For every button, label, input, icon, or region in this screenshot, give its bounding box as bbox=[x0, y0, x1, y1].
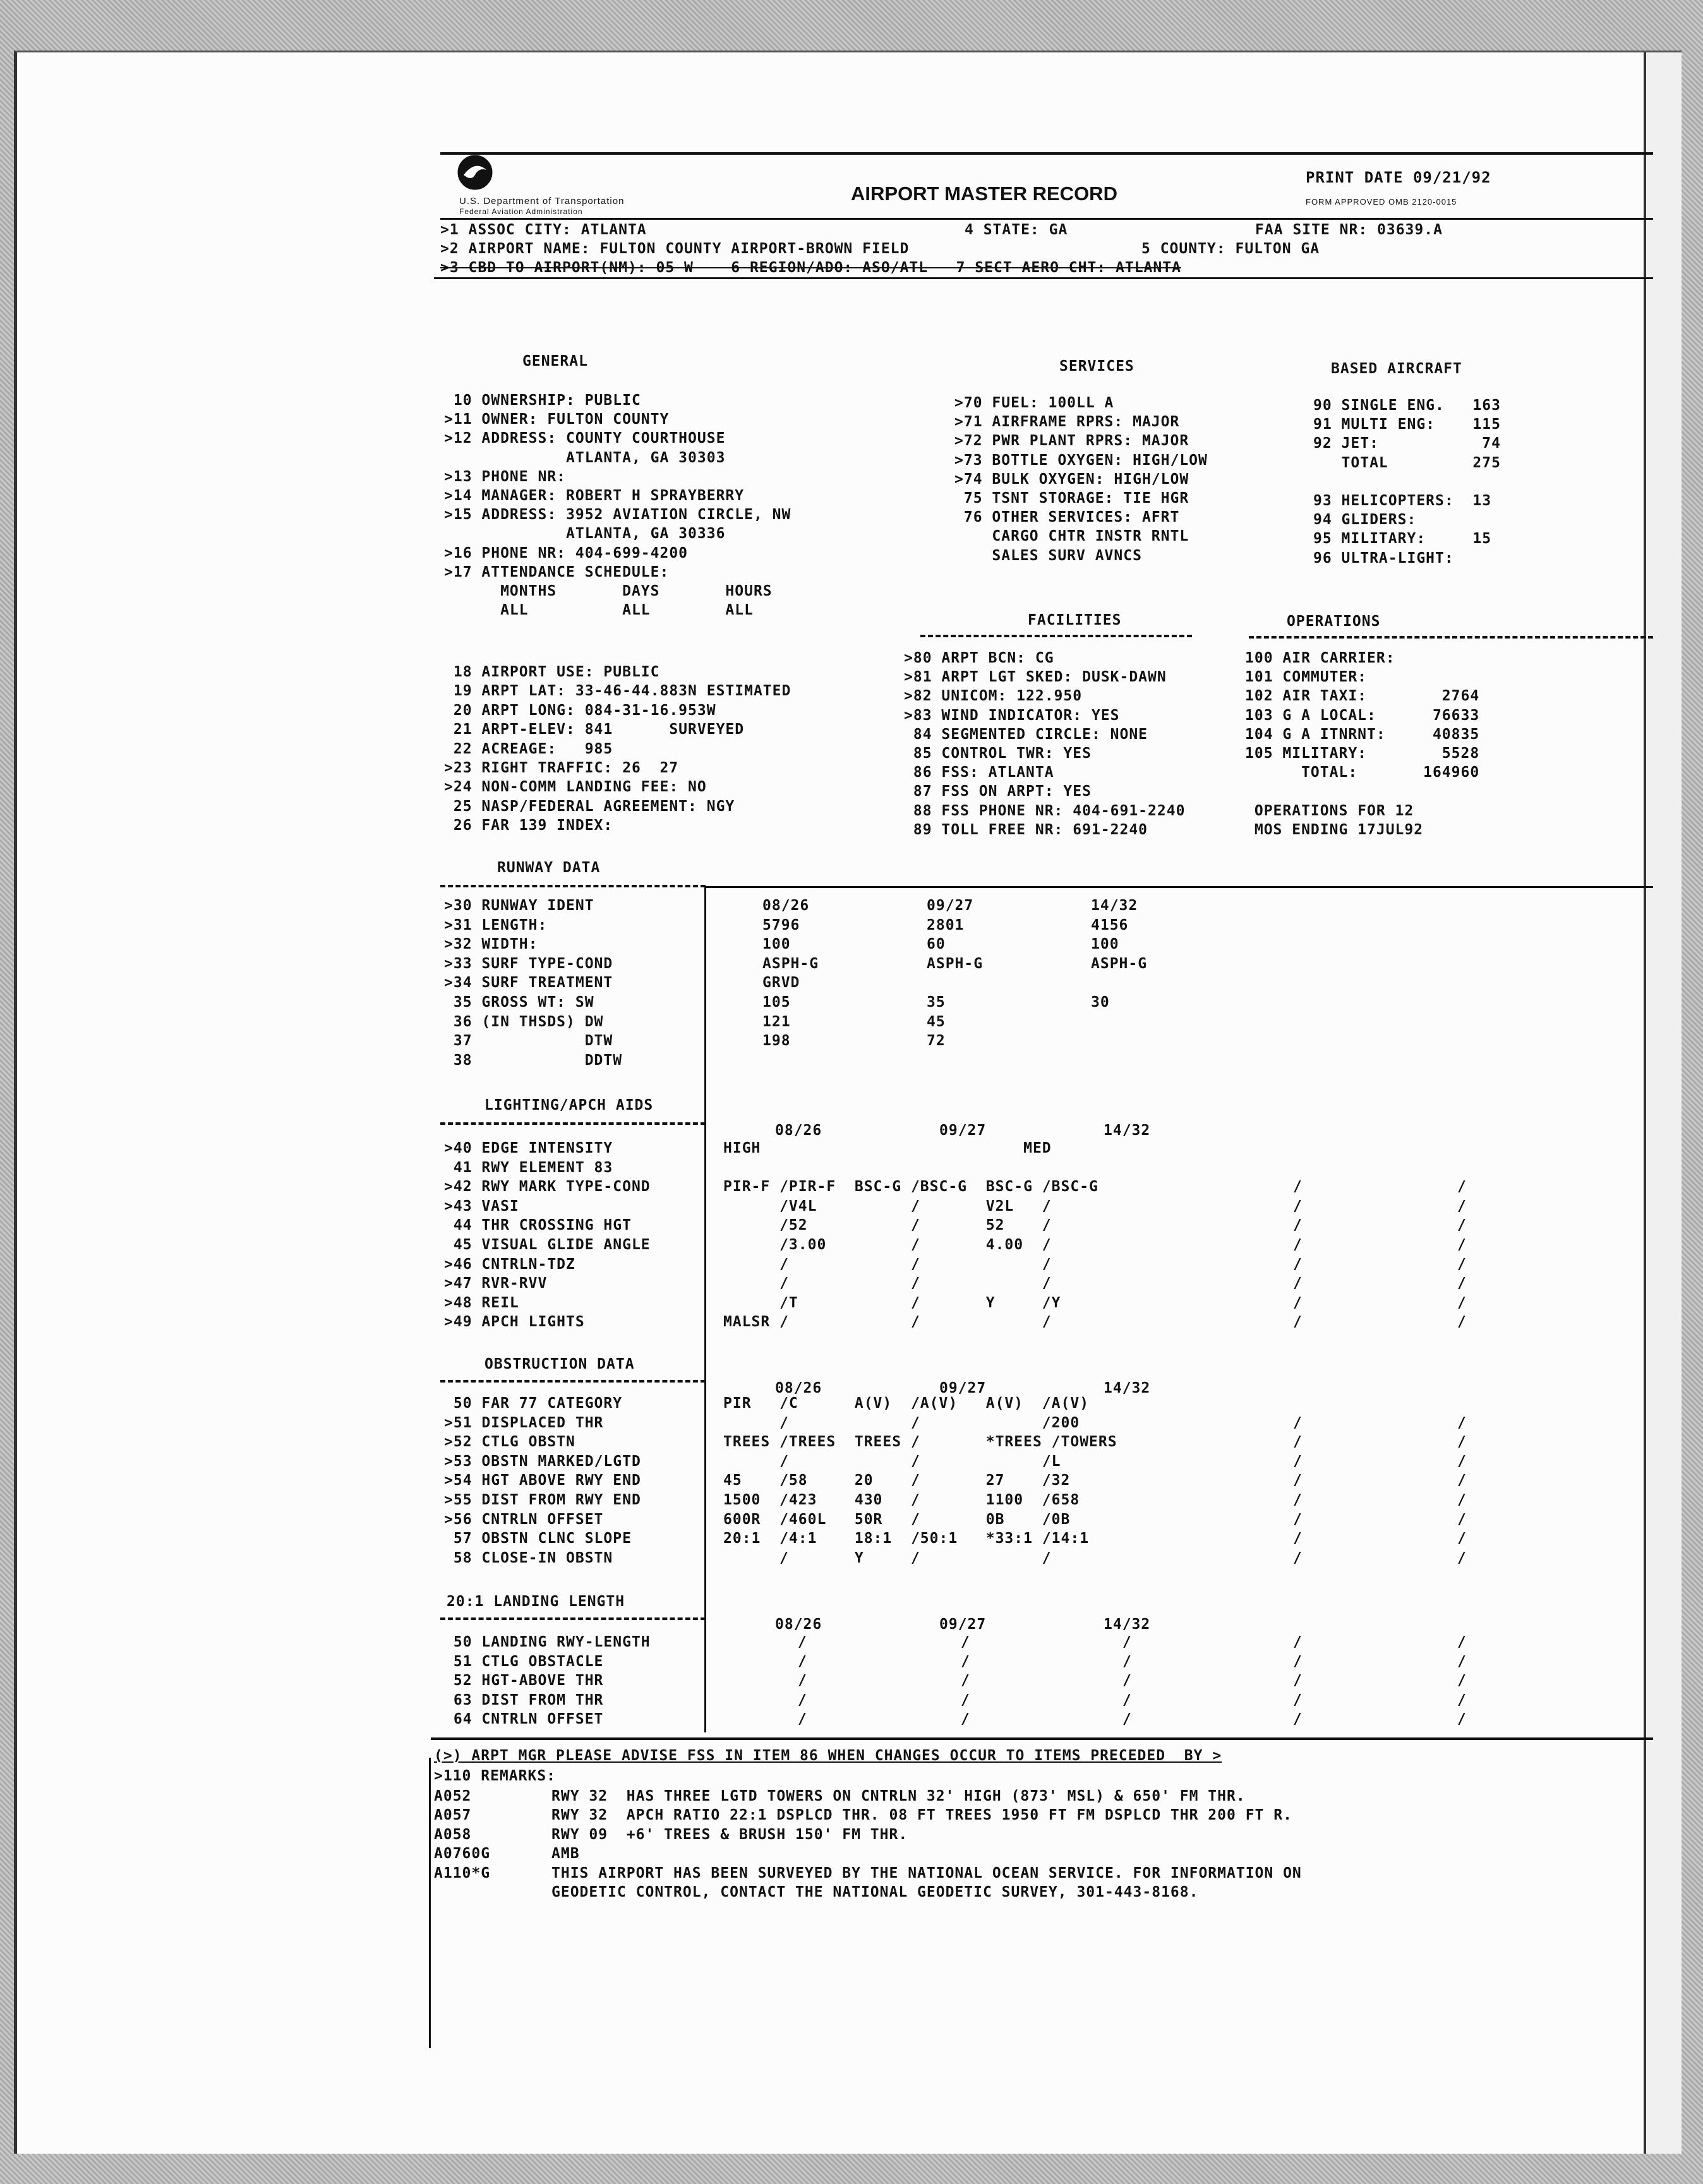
runway-label: >33 SURF TYPE-COND bbox=[444, 955, 613, 972]
lighting-label: >40 EDGE INTENSITY bbox=[444, 1140, 613, 1156]
remark-text: RWY 32 APCH RATIO 22:1 DSPLCD THR. 08 FT TREES 1950 FT FM DSPLCD THR 200 FT R. bbox=[551, 1807, 1292, 1824]
slash-mark: / bbox=[1122, 1634, 1132, 1650]
obstruction-row: / Y / / bbox=[723, 1549, 1052, 1566]
slash-mark: / bbox=[1293, 1691, 1303, 1708]
slash-mark: / bbox=[798, 1653, 807, 1670]
lighting-label: >49 APCH LIGHTS bbox=[444, 1314, 585, 1331]
runway-col-3: ASPH-G bbox=[1091, 955, 1148, 972]
general-line: 18 AIRPORT USE: PUBLIC bbox=[444, 664, 660, 680]
remark-code: A052 bbox=[434, 1788, 472, 1804]
operations-line: TOTAL: 164960 bbox=[1245, 764, 1480, 781]
landing-label: 51 CTLG OBSTACLE bbox=[444, 1653, 604, 1670]
slash-mark: / bbox=[1293, 1511, 1303, 1528]
general-line: >14 MANAGER: ROBERT H SPRAYBERRY bbox=[444, 488, 745, 504]
obstruction-label: >54 HGT ABOVE RWY END bbox=[444, 1472, 641, 1489]
slash-mark: / bbox=[1457, 1672, 1467, 1689]
slash-mark: / bbox=[1457, 1711, 1467, 1728]
slash-mark: / bbox=[1457, 1634, 1467, 1650]
lighting-row: /T / Y /Y bbox=[723, 1294, 1061, 1311]
runway-col-1: 105 bbox=[762, 994, 791, 1011]
runway-header: 08/26 bbox=[775, 1616, 822, 1633]
runway-col-3: 14/32 bbox=[1091, 897, 1138, 914]
slash-mark: / bbox=[1457, 1472, 1467, 1489]
slash-mark: / bbox=[961, 1634, 970, 1650]
obstruction-dash bbox=[440, 1380, 706, 1383]
general-line: 26 FAR 139 INDEX: bbox=[444, 817, 613, 834]
general-heading: GENERAL bbox=[522, 353, 588, 369]
general-line: 20 ARPT LONG: 084-31-16.953W bbox=[444, 702, 716, 719]
obstruction-label: 57 OBSTN CLNC SLOPE bbox=[444, 1530, 632, 1547]
runway-header: 14/32 bbox=[1104, 1616, 1151, 1633]
slash-mark: / bbox=[1293, 1453, 1303, 1470]
services-line: 75 TSNT STORAGE: TIE HGR bbox=[954, 490, 1189, 507]
runway-col-2: 09/27 bbox=[927, 897, 974, 914]
services-line: >71 AIRFRAME RPRS: MAJOR bbox=[954, 414, 1180, 431]
runway-header: 08/26 bbox=[775, 1122, 822, 1139]
runway-dash bbox=[440, 885, 706, 887]
runway-col-2: 60 bbox=[927, 936, 946, 953]
slash-mark: / bbox=[1293, 1492, 1303, 1508]
slash-mark: / bbox=[961, 1711, 970, 1728]
based-aircraft-heading: BASED AIRCRAFT bbox=[1331, 361, 1462, 377]
runway-col-1: 5796 bbox=[762, 916, 800, 933]
slash-mark: / bbox=[1293, 1294, 1303, 1311]
remark-text: THIS AIRPORT HAS BEEN SURVEYED BY THE NATIONAL OCEAN SERVICE. FOR INFORMATION ON bbox=[551, 1864, 1302, 1881]
general-line: 21 ARPT-ELEV: 841 SURVEYED bbox=[444, 721, 745, 738]
services-line: SALES SURV AVNCS bbox=[954, 547, 1142, 564]
slash-mark: / bbox=[1457, 1492, 1467, 1508]
footer-top-rule bbox=[431, 1737, 1653, 1740]
lighting-row: PIR-F /PIR-F BSC-G /BSC-G BSC-G /BSC-G bbox=[723, 1179, 1098, 1196]
slash-mark: / bbox=[961, 1672, 970, 1689]
remark-text: GEODETIC CONTROL, CONTACT THE NATIONAL GEODETIC SURVEY, 301-443-8168. bbox=[551, 1884, 1199, 1900]
runway-data-heading: RUNWAY DATA bbox=[497, 860, 601, 876]
remarks-label: >110 REMARKS: bbox=[434, 1768, 557, 1784]
facilities-line: 88 FSS PHONE NR: 404-691-2240 bbox=[904, 802, 1186, 819]
facilities-line: 85 CONTROL TWR: YES bbox=[904, 745, 1092, 762]
advise-line: (>) ARPT MGR PLEASE ADVISE FSS IN ITEM 86 WHEN CHANGES OCCUR TO ITEMS PRECEDED BY > bbox=[434, 1748, 1222, 1764]
faa-site-line: FAA SITE NR: 03639.A bbox=[1255, 222, 1443, 238]
slash-mark: / bbox=[1293, 1217, 1303, 1234]
services-line: >72 PWR PLANT RPRS: MAJOR bbox=[954, 433, 1189, 450]
based-aircraft-line: 95 MILITARY: 15 bbox=[1313, 531, 1492, 548]
operations-line: MOS ENDING 17JUL92 bbox=[1245, 821, 1424, 838]
remark-text: AMB bbox=[551, 1845, 580, 1863]
county-line: 5 COUNTY: FULTON GA bbox=[1141, 241, 1320, 257]
services-line: >74 BULK OXYGEN: HIGH/LOW bbox=[954, 471, 1189, 488]
runway-label: >34 SURF TREATMENT bbox=[444, 975, 613, 992]
top-lines-rule bbox=[434, 277, 1653, 279]
runway-label: >31 LENGTH: bbox=[444, 916, 548, 933]
facilities-line: >82 UNICOM: 122.950 bbox=[904, 688, 1083, 705]
based-aircraft-line: 91 MULTI ENG: 115 bbox=[1313, 416, 1501, 433]
based-aircraft-line: 93 HELICOPTERS: 13 bbox=[1313, 493, 1492, 509]
slash-mark: / bbox=[1293, 1275, 1303, 1292]
services-line: 76 OTHER SERVICES: AFRT bbox=[954, 509, 1180, 526]
runway-col-1: 100 bbox=[762, 936, 791, 953]
landing-label: 52 HGT-ABOVE THR bbox=[444, 1672, 604, 1689]
operations-line: 101 COMMUTER: bbox=[1245, 669, 1368, 686]
slash-mark: / bbox=[1293, 1711, 1303, 1728]
slash-mark: / bbox=[1293, 1634, 1303, 1650]
operations-line: 104 G A ITNRNT: 40835 bbox=[1245, 726, 1480, 743]
runway-label: 37 DTW bbox=[444, 1033, 613, 1050]
slash-mark: / bbox=[1293, 1414, 1303, 1431]
remark-code: A058 bbox=[434, 1826, 472, 1843]
landing-label: 64 CNTRLN OFFSET bbox=[444, 1711, 604, 1728]
lighting-label: >46 CNTRLN-TDZ bbox=[444, 1256, 575, 1273]
slash-mark: / bbox=[1457, 1653, 1467, 1670]
slash-mark: / bbox=[1293, 1549, 1303, 1566]
obstruction-row: / / /200 bbox=[723, 1414, 1080, 1431]
slash-mark: / bbox=[1457, 1179, 1467, 1196]
runway-header: 14/32 bbox=[1104, 1380, 1151, 1396]
slash-mark: / bbox=[798, 1691, 807, 1708]
runway-col-3: 30 bbox=[1091, 994, 1110, 1011]
general-line: 25 NASP/FEDERAL AGREEMENT: NGY bbox=[444, 798, 735, 815]
general-line: >11 OWNER: FULTON COUNTY bbox=[444, 411, 670, 428]
runway-label: >32 WIDTH: bbox=[444, 936, 538, 953]
general-line: >12 ADDRESS: COUNTY COURTHOUSE bbox=[444, 430, 726, 447]
lighting-row: / / / bbox=[723, 1275, 1052, 1292]
slash-mark: / bbox=[961, 1653, 970, 1670]
general-line: ATLANTA, GA 30303 bbox=[444, 449, 726, 466]
slash-mark: / bbox=[1122, 1711, 1132, 1728]
slash-mark: / bbox=[1293, 1653, 1303, 1670]
slash-mark: / bbox=[1122, 1653, 1132, 1670]
runway-col-1: 121 bbox=[762, 1013, 791, 1030]
slash-mark: / bbox=[1293, 1197, 1303, 1215]
obstruction-label: 58 CLOSE-IN OBSTN bbox=[444, 1549, 613, 1566]
slash-mark: / bbox=[1457, 1434, 1467, 1451]
facilities-line: 84 SEGMENTED CIRCLE: NONE bbox=[904, 726, 1148, 743]
general-line: >16 PHONE NR: 404-699-4200 bbox=[444, 544, 689, 561]
runway-header: 08/26 bbox=[775, 1380, 822, 1396]
remark-code: A110*G bbox=[434, 1864, 491, 1881]
obstruction-label: >55 DIST FROM RWY END bbox=[444, 1492, 641, 1508]
facilities-heading: FACILITIES bbox=[1028, 612, 1122, 628]
general-line: ALL ALL ALL bbox=[444, 602, 754, 619]
agency-line-2: Federal Aviation Administration bbox=[459, 207, 583, 216]
airport-master-record bbox=[17, 52, 1685, 2156]
slash-mark: / bbox=[1457, 1314, 1467, 1331]
runway-label: 38 DDTW bbox=[444, 1052, 623, 1069]
runway-top-rule bbox=[704, 886, 1653, 888]
slash-mark: / bbox=[1457, 1530, 1467, 1547]
slash-mark: / bbox=[1457, 1549, 1467, 1566]
remark-code: A057 bbox=[434, 1807, 472, 1824]
operations-line: 103 G A LOCAL: 76633 bbox=[1245, 707, 1480, 724]
services-line: >73 BOTTLE OXYGEN: HIGH/LOW bbox=[954, 452, 1208, 469]
obstruction-row: 20:1 /4:1 18:1 /50:1 *33:1 /14:1 bbox=[723, 1530, 1090, 1547]
landing-label: 50 LANDING RWY-LENGTH bbox=[444, 1634, 651, 1650]
slash-mark: / bbox=[1293, 1256, 1303, 1273]
landing-heading: 20:1 LANDING LENGTH bbox=[447, 1593, 625, 1610]
runway-col-3: 100 bbox=[1091, 936, 1119, 953]
lighting-row: HIGH MED bbox=[723, 1140, 1052, 1156]
obstruction-label: 50 FAR 77 CATEGORY bbox=[444, 1395, 623, 1412]
facilities-line: 89 TOLL FREE NR: 691-2240 bbox=[904, 821, 1148, 838]
runway-col-1: 08/26 bbox=[762, 897, 810, 914]
lighting-dash bbox=[440, 1122, 706, 1125]
services-line: >70 FUEL: 100LL A bbox=[954, 395, 1114, 411]
slash-mark: / bbox=[1293, 1530, 1303, 1547]
runway-col-3: 4156 bbox=[1091, 916, 1129, 933]
landing-label: 63 DIST FROM THR bbox=[444, 1691, 604, 1708]
remark-text: RWY 09 +6' TREES & BRUSH 150' FM THR. bbox=[551, 1826, 908, 1843]
lighting-label: 41 RWY ELEMENT 83 bbox=[444, 1159, 613, 1176]
general-line: >23 RIGHT TRAFFIC: 26 27 bbox=[444, 760, 679, 776]
operations-line: 102 AIR TAXI: 2764 bbox=[1245, 688, 1480, 705]
slash-mark: / bbox=[1457, 1217, 1467, 1234]
runway-col-2: 35 bbox=[927, 994, 946, 1011]
services-heading: SERVICES bbox=[1059, 358, 1134, 375]
general-line: >17 ATTENDANCE SCHEDULE: bbox=[444, 563, 670, 580]
header-top-rule bbox=[440, 152, 1653, 155]
cbd-line: >3 CBD TO AIRPORT(NM): 05 W 6 REGION/ADO: ASO/ATL 7 SECT AERO CHT: ATLANTA bbox=[440, 260, 1181, 276]
general-line: >13 PHONE NR: bbox=[444, 468, 567, 485]
runway-col-2: 2801 bbox=[927, 916, 965, 933]
slash-mark: / bbox=[1457, 1237, 1467, 1253]
obstruction-row: TREES /TREES TREES / *TREES /TOWERS bbox=[723, 1434, 1117, 1451]
facilities-line: 87 FSS ON ARPT: YES bbox=[904, 783, 1092, 800]
runway-col-2: ASPH-G bbox=[927, 955, 984, 972]
runway-col-1: 198 bbox=[762, 1033, 791, 1050]
slash-mark: / bbox=[1457, 1275, 1467, 1292]
lighting-label: >47 RVR-RVV bbox=[444, 1275, 548, 1292]
runway-label: 35 GROSS WT: SW bbox=[444, 994, 594, 1011]
lighting-row: /3.00 / 4.00 / bbox=[723, 1237, 1052, 1253]
slash-mark: / bbox=[1122, 1691, 1132, 1708]
slash-mark: / bbox=[798, 1711, 807, 1728]
lighting-row: MALSR / / / bbox=[723, 1314, 1052, 1331]
remark-text: RWY 32 HAS THREE LGTD TOWERS ON CNTRLN 32' HIGH (873' MSL) & 650' FM THR. bbox=[551, 1788, 1246, 1804]
runway-col-2: 72 bbox=[927, 1033, 946, 1050]
runway-header: 09/27 bbox=[939, 1122, 987, 1139]
slash-mark: / bbox=[1457, 1197, 1467, 1215]
obstruction-row: 45 /58 20 / 27 /32 bbox=[723, 1472, 1071, 1489]
lighting-row: / / / bbox=[723, 1256, 1052, 1273]
obstruction-label: >53 OBSTN MARKED/LGTD bbox=[444, 1453, 641, 1470]
lighting-heading: LIGHTING/APCH AIDS bbox=[484, 1097, 654, 1113]
form-approved: FORM APPROVED OMB 2120-0015 bbox=[1306, 197, 1457, 207]
operations-line: OPERATIONS FOR 12 bbox=[1245, 802, 1414, 819]
slash-mark: / bbox=[1457, 1511, 1467, 1528]
general-line: ATLANTA, GA 30336 bbox=[444, 525, 726, 543]
operations-dash bbox=[1249, 636, 1653, 639]
lighting-label: >48 REIL bbox=[444, 1294, 519, 1311]
obstruction-label: >51 DISPLACED THR bbox=[444, 1414, 604, 1431]
runway-label: >30 RUNWAY IDENT bbox=[444, 897, 594, 914]
slash-mark: / bbox=[961, 1691, 970, 1708]
footer-left-rule bbox=[429, 1758, 431, 2048]
print-date: PRINT DATE 09/21/92 bbox=[1306, 169, 1491, 186]
based-aircraft-line: 92 JET: 74 bbox=[1313, 435, 1501, 452]
slash-mark: / bbox=[1293, 1472, 1303, 1489]
operations-heading: OPERATIONS bbox=[1287, 613, 1381, 630]
state-line: 4 STATE: GA bbox=[965, 222, 1068, 238]
document-page bbox=[14, 51, 1682, 2154]
lighting-label: 45 VISUAL GLIDE ANGLE bbox=[444, 1237, 651, 1253]
obstruction-label: >52 CTLG OBSTN bbox=[444, 1434, 575, 1451]
slash-mark: / bbox=[1293, 1434, 1303, 1451]
lighting-label: >43 VASI bbox=[444, 1197, 519, 1215]
operations-line: 105 MILITARY: 5528 bbox=[1245, 745, 1480, 762]
based-aircraft-line: TOTAL 275 bbox=[1313, 454, 1501, 471]
lighting-label: >42 RWY MARK TYPE-COND bbox=[444, 1179, 651, 1196]
general-line: >24 NON-COMM LANDING FEE: NO bbox=[444, 779, 707, 796]
runway-label: 36 (IN THSDS) DW bbox=[444, 1013, 604, 1030]
slash-mark: / bbox=[1457, 1294, 1467, 1311]
slash-mark: / bbox=[1293, 1179, 1303, 1196]
slash-mark: / bbox=[1457, 1256, 1467, 1273]
facilities-dash bbox=[920, 635, 1192, 637]
runway-col-1: GRVD bbox=[762, 975, 800, 992]
landing-dash bbox=[440, 1617, 706, 1620]
obstruction-row: PIR /C A(V) /A(V) A(V) /A(V) bbox=[723, 1395, 1090, 1412]
general-line: 19 ARPT LAT: 33-46-44.883N ESTIMATED bbox=[444, 683, 791, 700]
slash-mark: / bbox=[1457, 1691, 1467, 1708]
runway-header: 09/27 bbox=[939, 1616, 987, 1633]
based-aircraft-line: 96 ULTRA-LIGHT: bbox=[1313, 549, 1454, 567]
facilities-line: >80 ARPT BCN: CG bbox=[904, 650, 1054, 666]
general-line: >15 ADDRESS: 3952 AVIATION CIRCLE, NW bbox=[444, 507, 791, 524]
general-line: 10 OWNERSHIP: PUBLIC bbox=[444, 392, 641, 409]
slash-mark: / bbox=[1293, 1237, 1303, 1253]
facilities-line: >81 ARPT LGT SKED: DUSK-DAWN bbox=[904, 669, 1167, 686]
table-divider bbox=[704, 886, 706, 1732]
slash-mark: / bbox=[798, 1672, 807, 1689]
airport-name-line: >2 AIRPORT NAME: FULTON COUNTY AIRPORT-BROWN FIELD bbox=[440, 241, 910, 257]
runway-col-2: 45 bbox=[927, 1013, 946, 1030]
facilities-line: 86 FSS: ATLANTA bbox=[904, 764, 1054, 781]
operations-line: 100 AIR CARRIER: bbox=[1245, 650, 1395, 666]
based-aircraft-line: 94 GLIDERS: bbox=[1313, 512, 1417, 529]
obstruction-row: 1500 /423 430 / 1100 /658 bbox=[723, 1492, 1080, 1508]
lighting-row: /52 / 52 / bbox=[723, 1217, 1052, 1234]
remark-code: A0760G bbox=[434, 1845, 491, 1863]
slash-mark: / bbox=[798, 1634, 807, 1650]
dot-eagle-logo-icon bbox=[456, 153, 494, 191]
runway-header: 14/32 bbox=[1104, 1122, 1151, 1139]
slash-mark: / bbox=[1457, 1414, 1467, 1431]
obstruction-row: 600R /460L 50R / 0B /0B bbox=[723, 1511, 1071, 1528]
general-line: MONTHS DAYS HOURS bbox=[444, 583, 773, 599]
obstruction-label: >56 CNTRLN OFFSET bbox=[444, 1511, 604, 1528]
page-title: AIRPORT MASTER RECORD bbox=[851, 183, 1117, 205]
header-bottom-rule bbox=[440, 218, 1653, 220]
assoc-city-line: >1 ASSOC CITY: ATLANTA bbox=[440, 222, 647, 238]
slash-mark: / bbox=[1122, 1672, 1132, 1689]
runway-header: 09/27 bbox=[939, 1380, 987, 1396]
slash-mark: / bbox=[1457, 1453, 1467, 1470]
slash-mark: / bbox=[1293, 1672, 1303, 1689]
general-line: 22 ACREAGE: 985 bbox=[444, 740, 613, 757]
lighting-label: 44 THR CROSSING HGT bbox=[444, 1217, 632, 1234]
obstruction-row: / / /L bbox=[723, 1453, 1061, 1470]
runway-col-1: ASPH-G bbox=[762, 955, 819, 972]
facilities-line: >83 WIND INDICATOR: YES bbox=[904, 707, 1120, 724]
lighting-row: /V4L / V2L / bbox=[723, 1197, 1052, 1215]
services-line: CARGO CHTR INSTR RNTL bbox=[954, 528, 1189, 545]
slash-mark: / bbox=[1293, 1314, 1303, 1331]
obstruction-heading: OBSTRUCTION DATA bbox=[484, 1356, 635, 1372]
based-aircraft-line: 90 SINGLE ENG. 163 bbox=[1313, 397, 1501, 414]
agency-line-1: U.S. Department of Transportation bbox=[459, 196, 625, 207]
